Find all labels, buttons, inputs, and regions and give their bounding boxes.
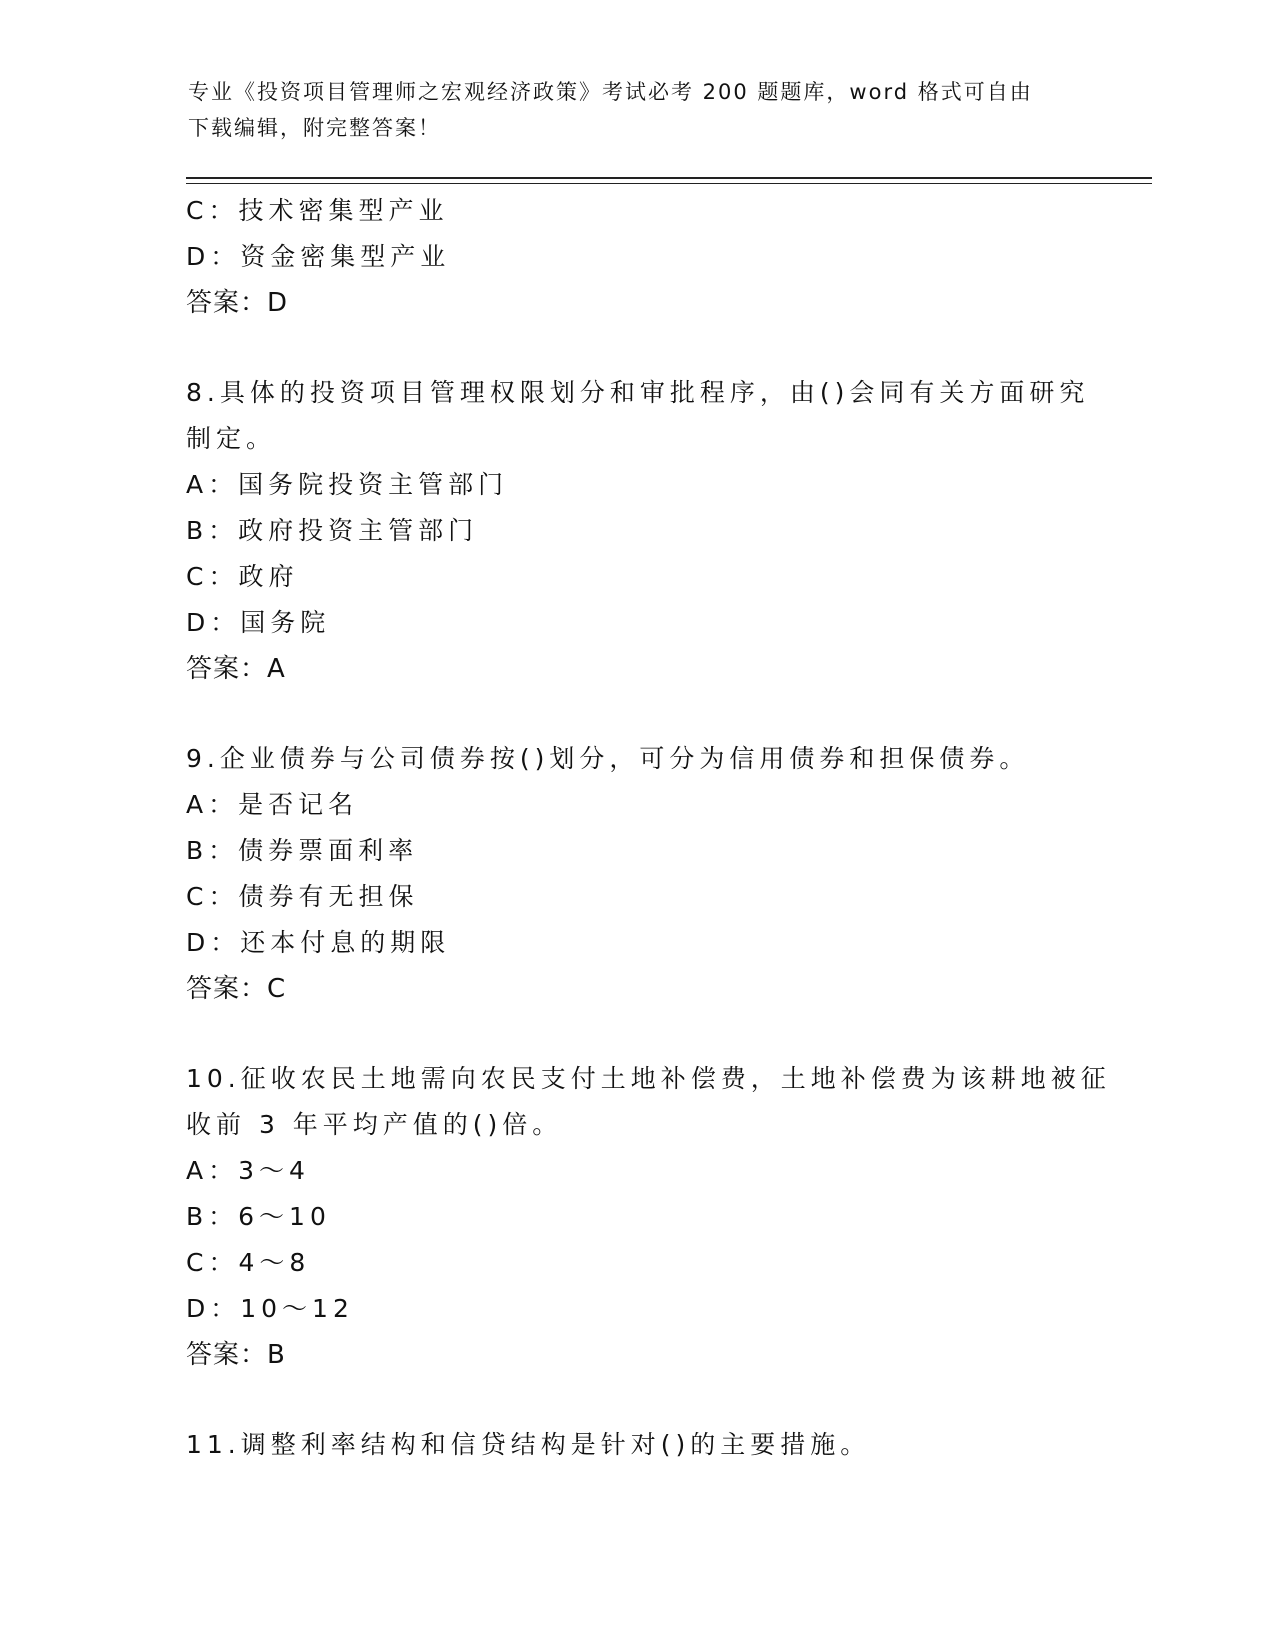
option-b: B：债券票面利率	[186, 836, 419, 865]
question-text-line-2: 制定。	[186, 424, 277, 453]
header-line-2: 下载编辑，附完整答案！	[188, 116, 441, 140]
answer: 答案：B	[186, 1340, 286, 1370]
question-9	[186, 736, 1106, 1012]
header-rule-thick	[186, 177, 1152, 179]
question-text-line-2: 收前 3 年平均产值的()倍。	[186, 1110, 563, 1139]
question-fragment	[186, 188, 1106, 326]
question-8	[186, 370, 1106, 692]
option-d: D：资金密集型产业	[186, 242, 451, 271]
option-b: B：6～10	[186, 1202, 331, 1231]
document-header	[188, 74, 1088, 146]
header-line-1: 专业《投资项目管理师之宏观经济政策》考试必考 200 题题库，word 格式可自由	[188, 80, 1033, 104]
header-rule-thin	[186, 183, 1152, 184]
option-d: D：国务院	[186, 608, 331, 637]
option-a: A：国务院投资主管部门	[186, 470, 509, 499]
option-c: C：债券有无担保	[186, 882, 419, 911]
answer: 答案：C	[186, 974, 287, 1004]
question-text-line-1: 10.征收农民土地需向农民支付土地补偿费，土地补偿费为该耕地被征	[186, 1064, 1111, 1093]
question-text-line-1: 9.企业债券与公司债券按()划分，可分为信用债券和担保债券。	[186, 744, 1030, 773]
option-b: B：政府投资主管部门	[186, 516, 479, 545]
option-c: C：技术密集型产业	[186, 196, 449, 225]
question-11	[186, 1422, 1106, 1468]
answer: 答案：D	[186, 288, 289, 318]
question-text-line-1: 8.具体的投资项目管理权限划分和审批程序，由()会同有关方面研究	[186, 378, 1090, 407]
option-a: A：是否记名	[186, 790, 359, 819]
question-10	[186, 1056, 1111, 1378]
question-text-line-1: 11.调整利率结构和信贷结构是针对()的主要措施。	[186, 1430, 871, 1459]
option-d: D：还本付息的期限	[186, 928, 451, 957]
option-c: C：政府	[186, 562, 299, 591]
option-c: C：4～8	[186, 1248, 311, 1277]
answer: 答案：A	[186, 654, 286, 684]
option-d: D：10～12	[186, 1294, 354, 1323]
question-list	[186, 188, 1111, 1468]
option-a: A：3～4	[186, 1156, 310, 1185]
